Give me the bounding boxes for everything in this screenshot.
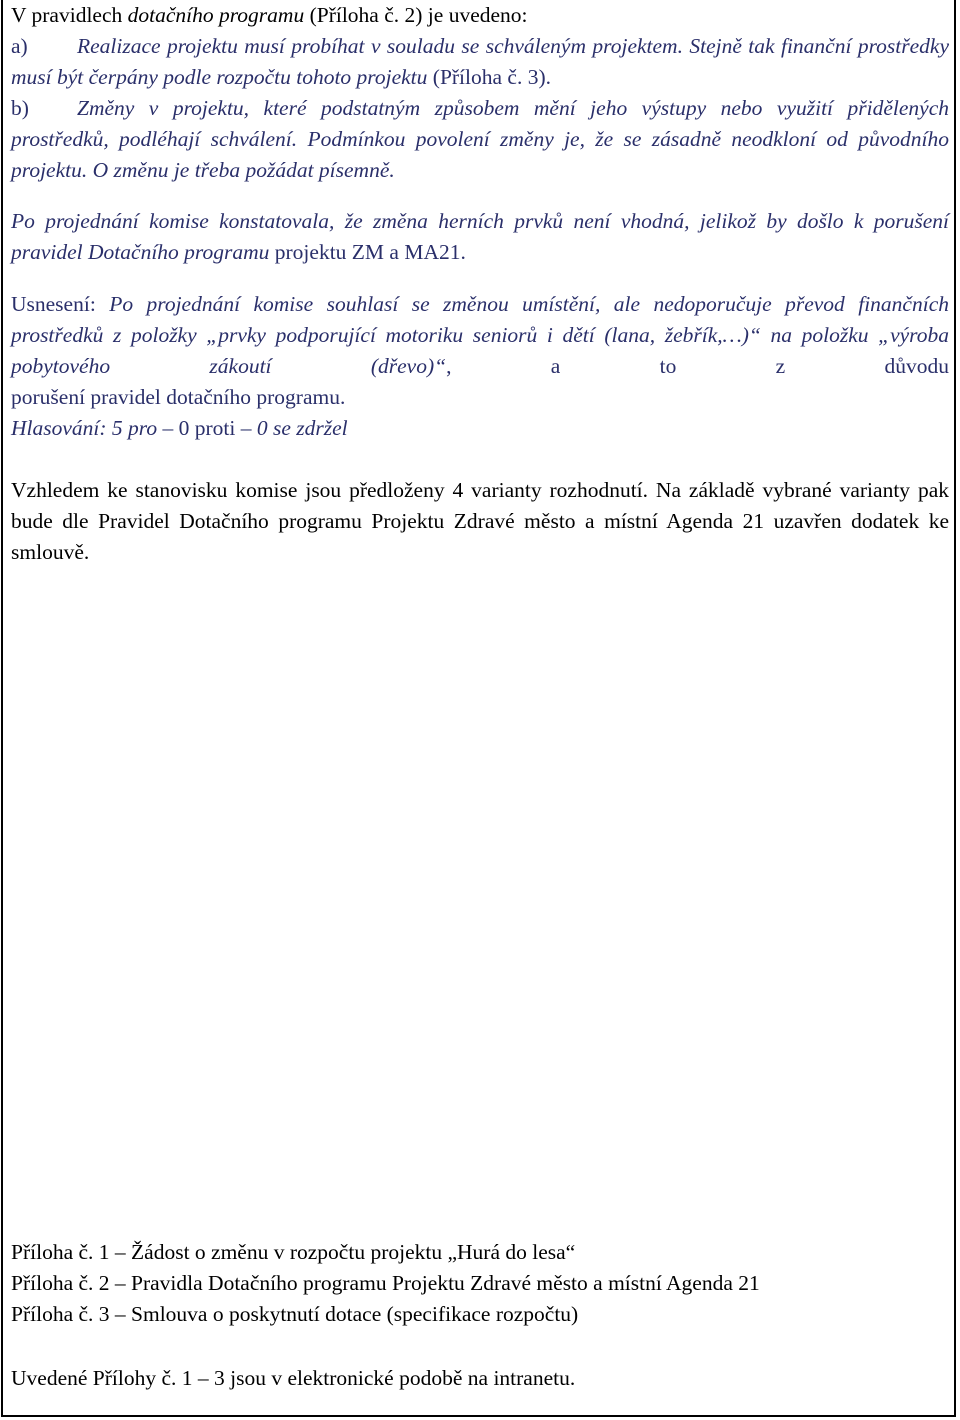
annex-list <box>11 1237 949 1330</box>
intro-text: V pravidlech <box>11 3 128 27</box>
vote-label: Hlasování: 5 pro <box>11 416 158 440</box>
resolution-comma: , a to z důvodu <box>446 354 949 378</box>
rule-a-text: Realizace projektu musí probíhat v souladu se schváleným projektem. Stejně tak finanční prostředky musí být čerpány podle rozpočtu tohoto projektu <box>11 34 949 89</box>
vote-dash: – <box>235 416 257 440</box>
intro-italic-text: dotačního programu <box>127 3 305 27</box>
annex-item: Příloha č. 3 – Smlouva o poskytnutí dotace (specifikace rozpočtu) <box>11 1302 579 1326</box>
vote-abstain: 0 se zdržel <box>256 416 348 440</box>
rules-intro <box>11 0 949 31</box>
resolution-label: Usnesení: <box>11 292 96 316</box>
intro-text-end: (Příloha č. 2) je uvedeno: <box>304 3 528 27</box>
vote-against: 0 proti <box>178 416 236 440</box>
annex-note: Uvedené Přílohy č. 1 – 3 jsou v elektronické podobě na intranetu. <box>11 1366 576 1390</box>
resolution-mid: na položku <box>760 323 879 347</box>
resolution-quote-1: „prvky podporující motoriku seniorů i dětí (lana, žebřík,…)“ <box>206 323 761 347</box>
rule-a-ref: (Příloha č. 3). <box>427 65 551 89</box>
resolution <box>11 289 949 382</box>
rule-b <box>11 93 949 186</box>
vote <box>11 413 949 444</box>
resolution-tail-text: porušení pravidel dotačního programu. <box>11 385 346 409</box>
document-body <box>11 0 950 1390</box>
conclusion-text: Vzhledem ke stanovisku komise jsou předloženy 4 varianty rozhodnutí. Na základě vybrané varianty pak bude dle Pravidel Dotačního programu Projektu Zdravé město a místní Agenda 21 uzavřen dodatek ke smlouvě. <box>11 478 949 564</box>
resolution-quote-2: „výroba pobytového zákoutí (dřevo)“ <box>11 323 950 378</box>
resolution-text: Po projednání komise souhlasí se změnou umístění, ale nedoporučuje převod finančních prostředků z položky <box>11 292 949 347</box>
rule-a-label: a) <box>11 34 28 58</box>
resolution-tail <box>11 382 949 413</box>
vote-dash: – <box>157 416 179 440</box>
commission-statement <box>11 206 949 268</box>
commission-italic: Po projednání komise konstatovala, že změna herních prvků není vhodná, jelikož by došlo k porušení pravidel Dotačního programu <box>11 209 949 264</box>
rule-b-text: Změny v projektu, které podstatným způsobem mění jeho výstupy nebo využití přidělených prostředků, podléhají schválení. Podmínkou povolení změny je, že se zásadně neodkloní od původního projektu. O změnu je třeba požádat písemně. <box>11 96 949 182</box>
rule-b-label: b) <box>11 96 29 120</box>
conclusion <box>11 475 949 568</box>
annex-item: Příloha č. 1 – Žádost o změnu v rozpočtu projektu „Hurá do lesa“ <box>11 1240 576 1264</box>
annex-item: Příloha č. 2 – Pravidla Dotačního programu Projektu Zdravé město a místní Agenda 21 <box>11 1271 760 1295</box>
commission-normal: projektu ZM a MA21. <box>269 240 466 264</box>
rule-a <box>11 31 949 93</box>
